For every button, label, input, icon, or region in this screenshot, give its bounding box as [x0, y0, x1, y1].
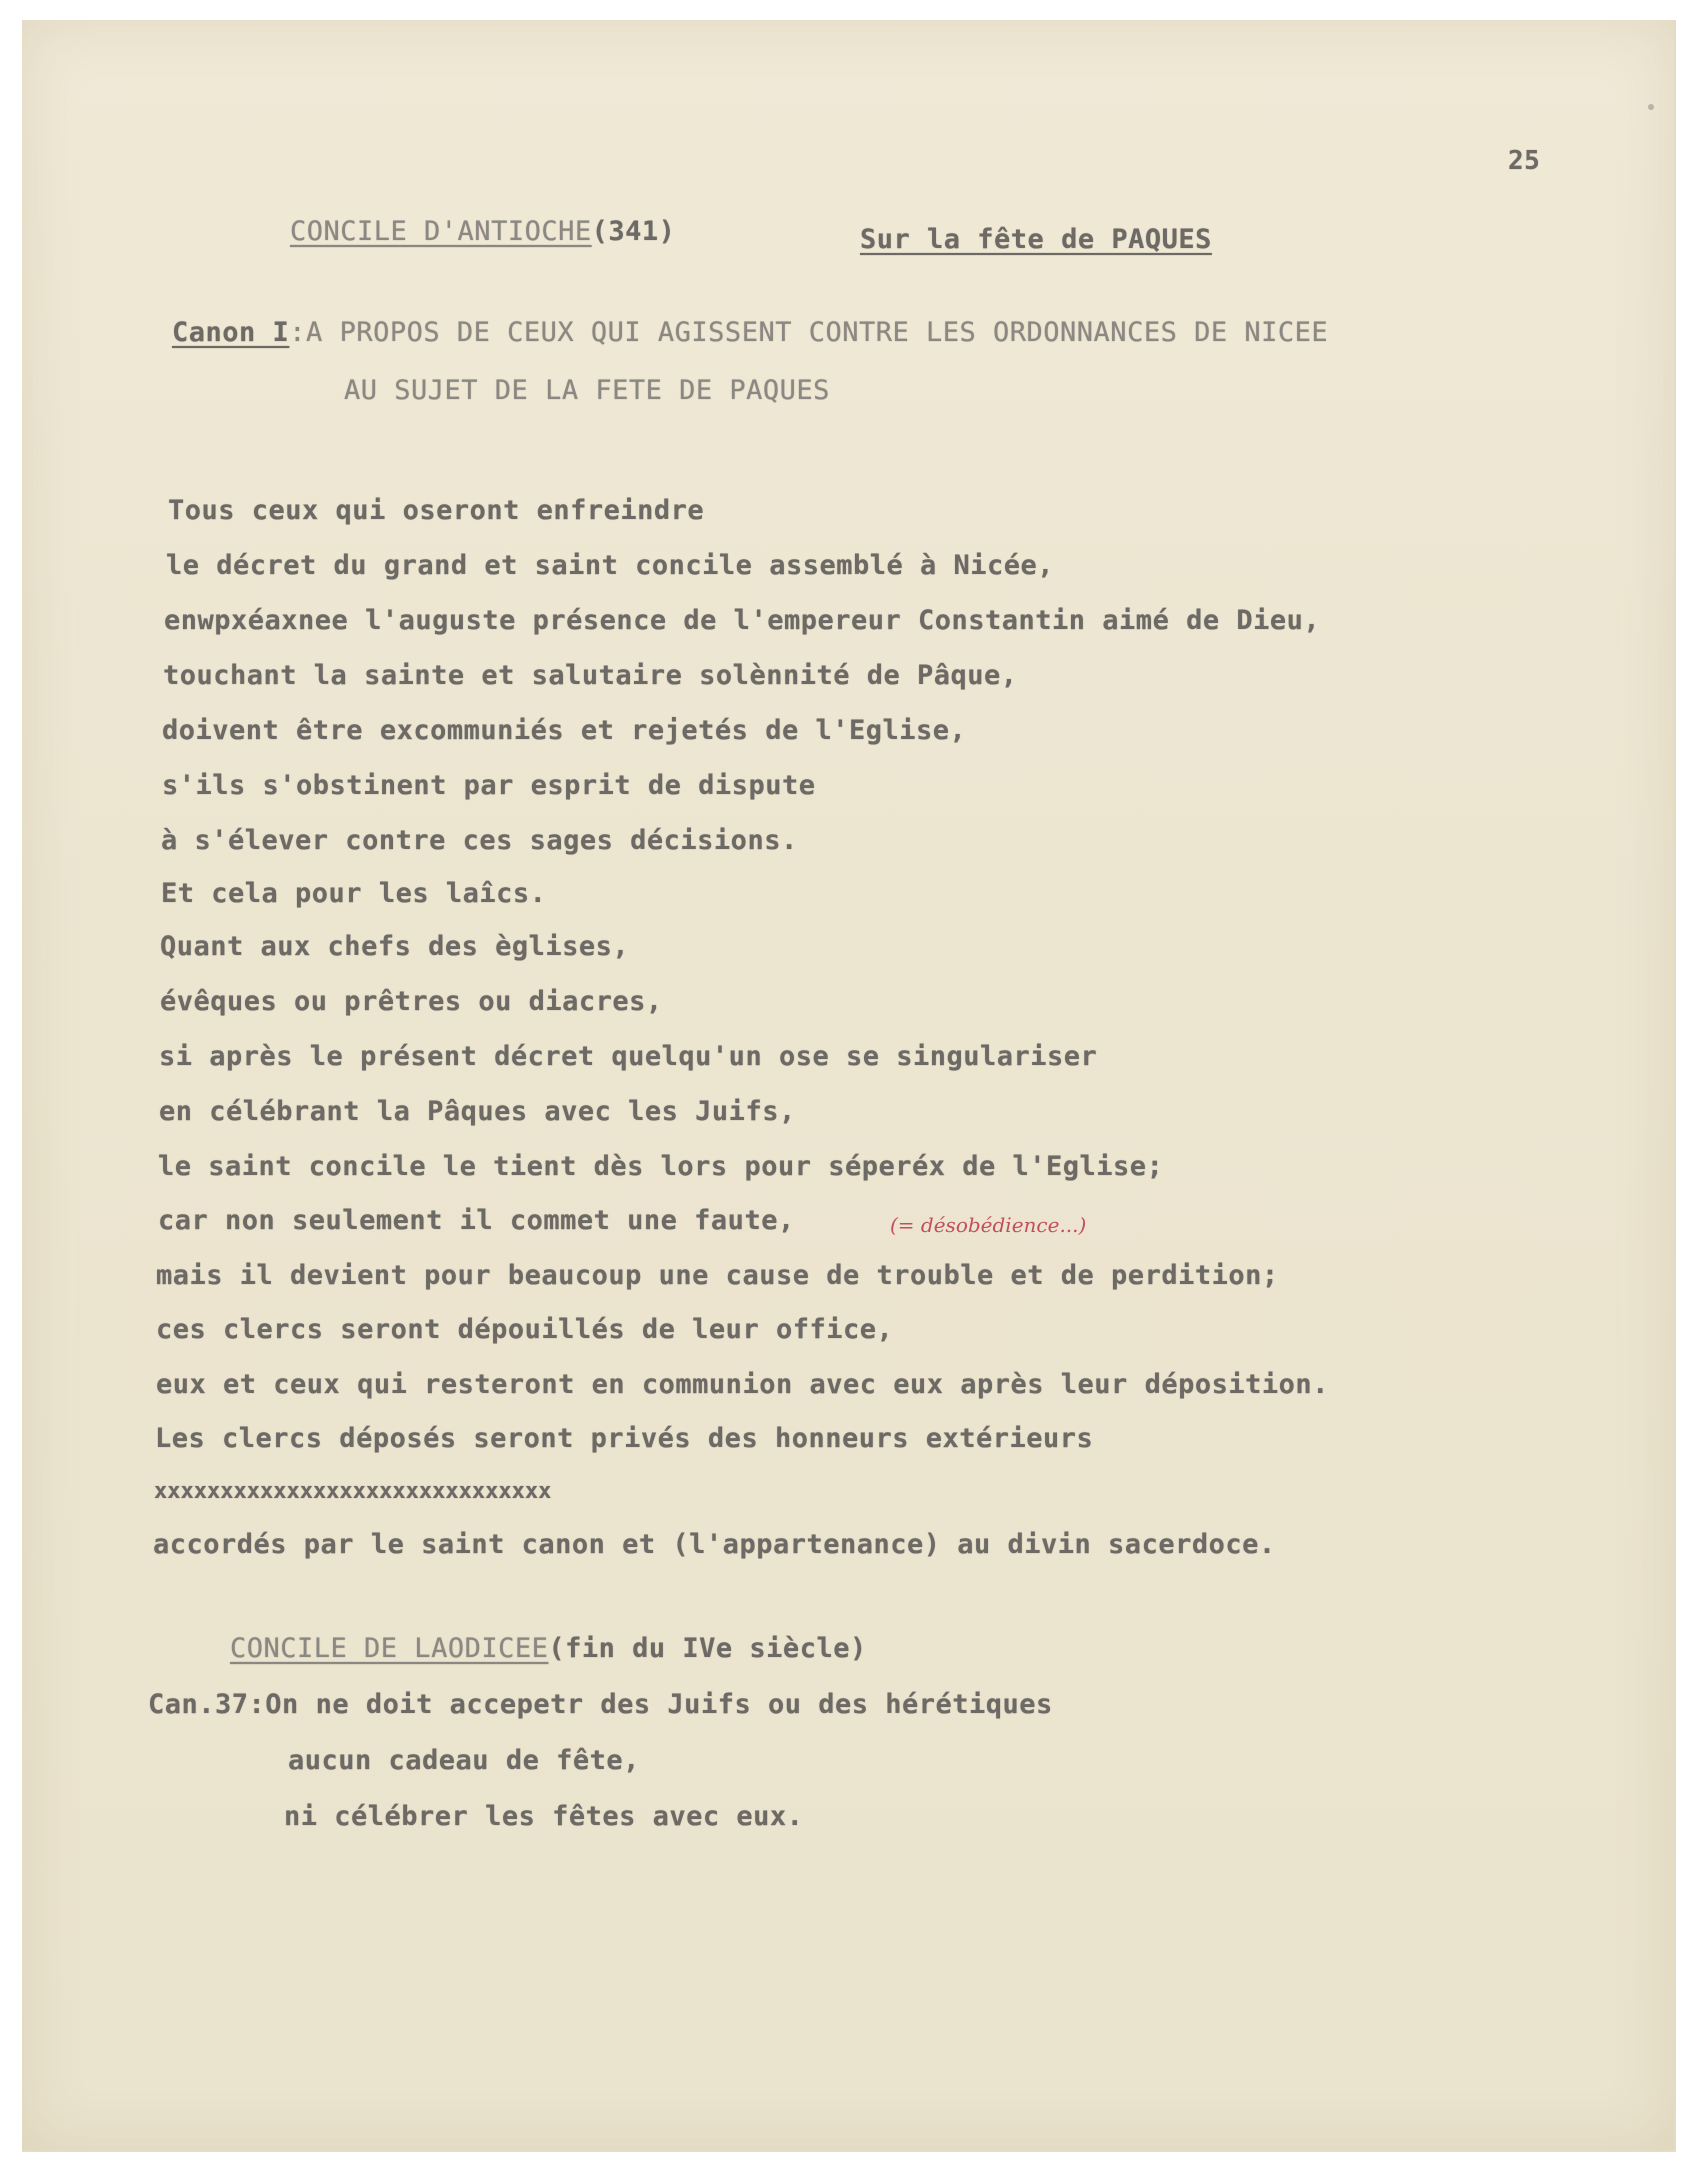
body-line: le saint concile le tient dès lors pour séperéx de l'Eglise;: [158, 1151, 1164, 1182]
body-line: Tous ceux qui oseront enfreindre: [168, 495, 705, 526]
paper-speck: [1648, 104, 1654, 110]
laodicea-canon-label: Can.37: [148, 1689, 249, 1720]
body-line: le décret du grand et saint concile assemblé à Nicée,: [166, 550, 1055, 581]
laodicea-line: aucun cadeau de fête,: [288, 1745, 640, 1776]
body-line: Les clercs déposés seront privés des honneurs extérieurs: [155, 1423, 1094, 1454]
struck-out-line: xxxxxxxxxxxxxxxxxxxxxxxxxxxxxx: [154, 1479, 552, 1504]
laodicea-date: (fin du IVe siècle): [548, 1633, 867, 1664]
body-line: enwpxéaxnee l'auguste présence de l'empereur Constantin aimé de Dieu,: [164, 605, 1321, 636]
body-line: car non seulement il commet une faute,: [158, 1205, 795, 1236]
body-line: évêques ou prêtres ou diacres,: [160, 986, 663, 1017]
body-line: Et cela pour les laîcs.: [161, 878, 547, 909]
body-line: s'ils s'obstinent par esprit de dispute: [162, 770, 816, 801]
laodicea-line: ni célébrer les fêtes avec eux.: [284, 1801, 804, 1832]
body-line: en célébrant la Pâques avec les Juifs,: [159, 1096, 796, 1127]
body-line: doivent être excommuniés et rejetés de l'Eglise,: [162, 715, 967, 746]
handwritten-annotation: (= désobédience...): [890, 1213, 1087, 1237]
body-line: Quant aux chefs des èglises,: [160, 931, 630, 962]
laodicea-canon-line: [148, 1689, 1053, 1720]
laodicea-title: CONCILE DE LAODICEE: [230, 1633, 549, 1664]
body-line: touchant la sainte et salutaire solènnité de Pâque,: [163, 660, 1018, 691]
page-number: 25: [1508, 146, 1541, 176]
council-title: CONCILE D'ANTIOCHE: [290, 216, 592, 247]
canon-heading: [172, 317, 1328, 348]
document-header: [290, 216, 675, 247]
laodicea-heading: [230, 1633, 867, 1664]
paper-sheet: [22, 20, 1676, 2152]
canon-label: Canon I: [172, 317, 290, 348]
body-line: si après le présent décret quelqu'un ose se singulariser: [159, 1041, 1098, 1072]
body-line: à s'élever contre ces sages décisions.: [161, 825, 798, 856]
laodicea-canon-text: :On ne doit accepetr des Juifs ou des hérétiques: [248, 1689, 1053, 1720]
body-line: mais il devient pour beaucoup une cause de trouble et de perdition;: [156, 1260, 1279, 1291]
canon-title-line-2: AU SUJET DE LA FETE DE PAQUES: [344, 375, 830, 406]
canon-title-line-1: :A PROPOS DE CEUX QUI AGISSENT CONTRE LES ORDONNANCES DE NICEE: [289, 317, 1329, 348]
body-line: ces clercs seront dépouillés de leur office,: [156, 1314, 894, 1345]
body-line: eux et ceux qui resteront en communion avec eux après leur déposition.: [156, 1369, 1329, 1400]
body-line: accordés par le saint canon et (l'appartenance) au divin sacerdoce.: [153, 1529, 1276, 1560]
council-year: (341): [591, 216, 676, 247]
document-subject: Sur la fête de PAQUES: [860, 224, 1212, 255]
